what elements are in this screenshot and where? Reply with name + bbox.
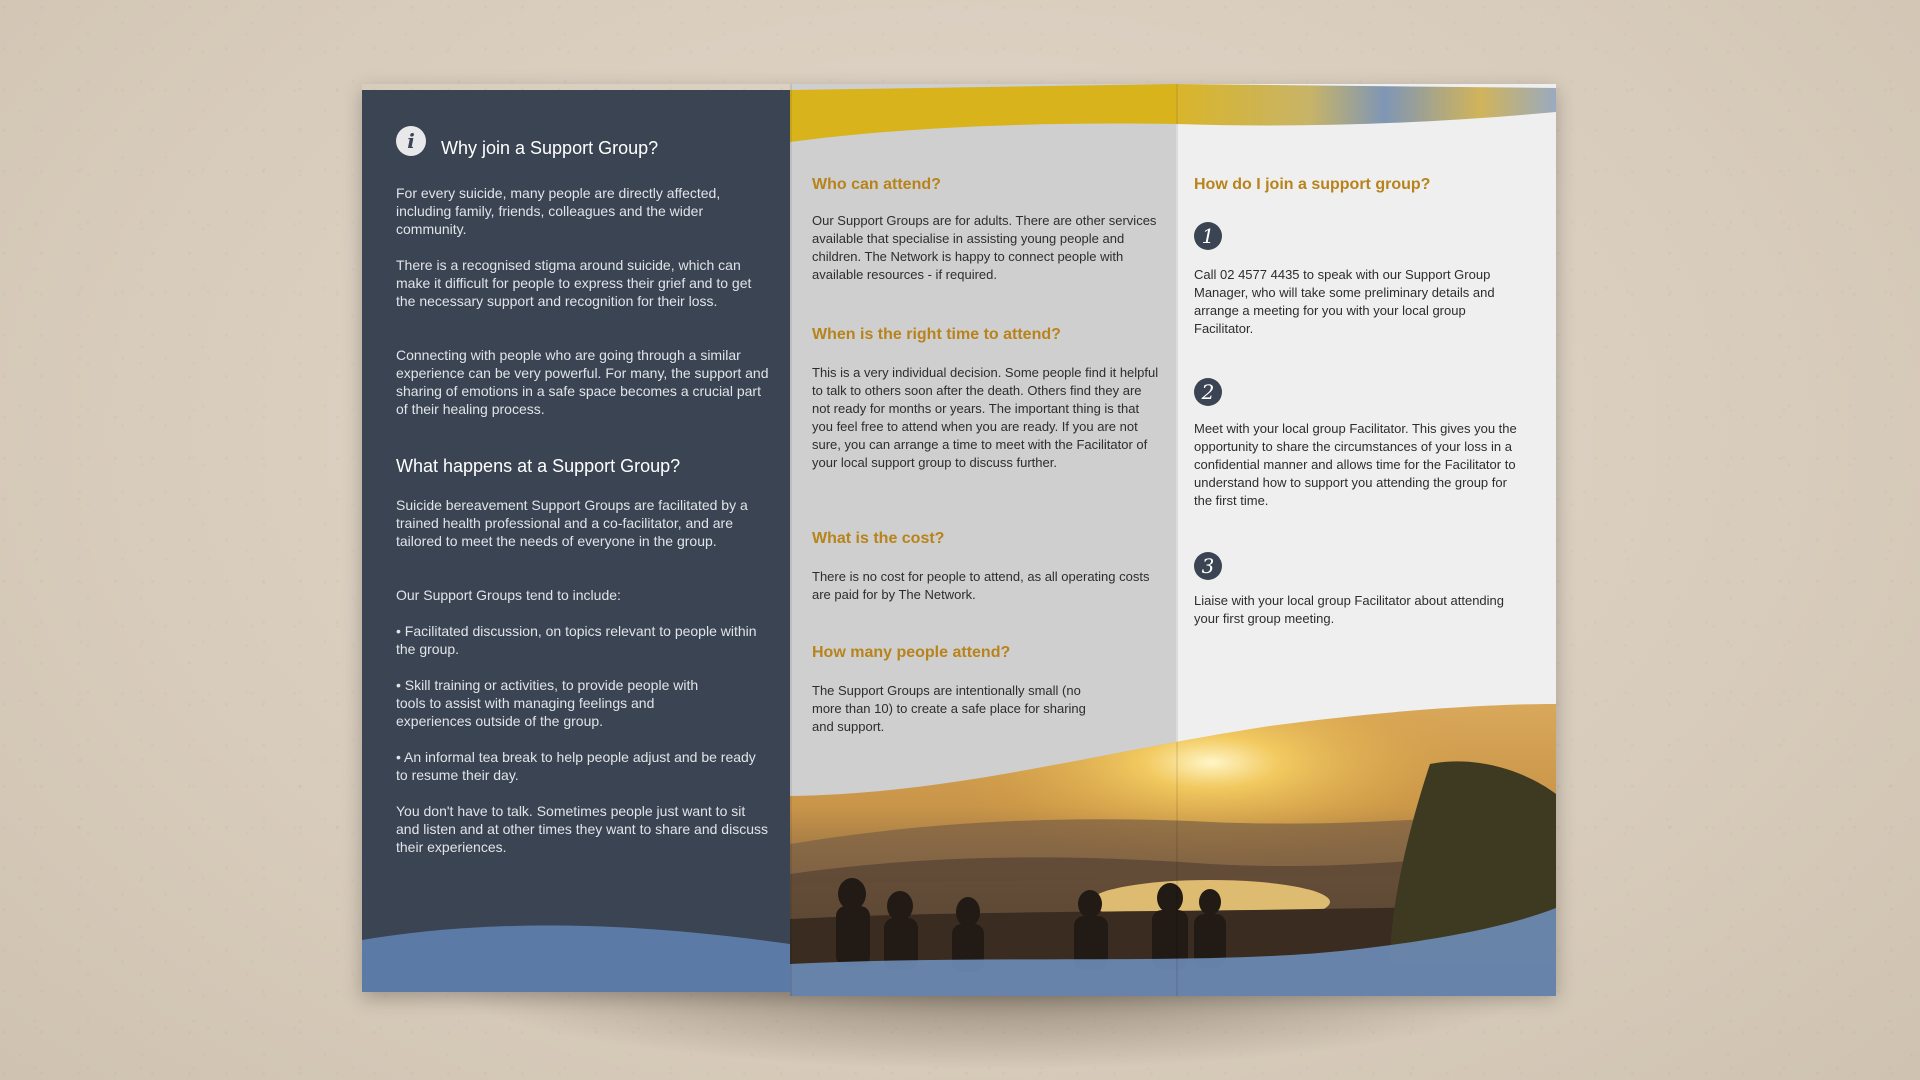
what-paragraph-2: Our Support Groups tend to include: bbox=[396, 587, 621, 603]
step-2-text: Meet with your local group Facilitator. This gives you the opportunity to share the circumstances of your loss in a confidential manner and allows time for the Facilitator to understand how to support you attending the group for the first time. bbox=[1194, 421, 1517, 508]
fold-line-left bbox=[790, 84, 792, 996]
bullet-skill-training: • Skill training or activities, to provide people with tools to assist with managing feelings and experiences outside of the group. bbox=[396, 677, 699, 729]
sunset-group-photo bbox=[790, 704, 1556, 996]
step-1-text: Call 02 4577 4435 to speak with our Support Group Manager, who will take some preliminary details and arrange a meeting for you with your local group Facilitator. bbox=[1194, 267, 1495, 336]
what-heading: What happens at a Support Group? bbox=[396, 456, 681, 476]
info-icon: i bbox=[396, 126, 426, 156]
step-3-number: 3 bbox=[1194, 552, 1222, 580]
top-yellow-blue-banner bbox=[1176, 84, 1556, 144]
join-heading: How do I join a support group? bbox=[1194, 176, 1431, 193]
what-paragraph-closing: You don't have to talk. Sometimes people just want to sit and listen and at other times they want to share and discuss their experiences. bbox=[396, 803, 768, 855]
trifold-brochure bbox=[362, 84, 1556, 992]
bottom-blue-wave bbox=[362, 912, 790, 992]
step-1-number: 1 bbox=[1194, 222, 1222, 250]
bullet-tea-break: • An informal tea break to help people adjust and be ready to resume their day. bbox=[396, 749, 756, 783]
step-3-text: Liaise with your local group Facilitator about attending your first group meeting. bbox=[1194, 593, 1505, 626]
section-body-when: This is a very individual decision. Some people find it helpful to talk to others soon after the death. Others find they are not ready for months or years. The important thing is that you feel free to attend when you are ready. If you are not sure, you can arrange a time to meet with the Facilitator of your local support group to discuss further. bbox=[812, 365, 1159, 470]
what-paragraph-1: Suicide bereavement Support Groups are facilitated by a trained health professional and a co-facilitator, and are tailored to meet the needs of everyone in the group. bbox=[396, 497, 748, 549]
why-paragraph-1: For every suicide, many people are directly affected, including family, friends, colleagues and the wider community. bbox=[396, 185, 721, 237]
section-body-who: Our Support Groups are for adults. There are other services available that specialise in assisting young people and children. The Network is happy to connect people with available resources - if required. bbox=[812, 213, 1157, 282]
section-body-cost: There is no cost for people to attend, as all operating costs are paid for by The Network. bbox=[812, 569, 1150, 602]
section-heading-when: When is the right time to attend? bbox=[812, 326, 1061, 343]
why-paragraph-2: There is a recognised stigma around suicide, which can make it difficult for people to express their grief and to get the necessary support and recognition for their loss. bbox=[396, 257, 752, 309]
left-panel bbox=[362, 90, 790, 992]
why-heading: Why join a Support Group? bbox=[441, 138, 659, 158]
bullet-discussion: • Facilitated discussion, on topics relevant to people within the group. bbox=[396, 623, 757, 657]
section-heading-who: Who can attend? bbox=[812, 176, 941, 193]
fold-line-right bbox=[1176, 84, 1178, 996]
section-heading-cost: What is the cost? bbox=[812, 530, 945, 547]
section-heading-how-many: How many people attend? bbox=[812, 644, 1011, 661]
section-body-how-many: The Support Groups are intentionally small (no more than 10) to create a safe place for sharing and support. bbox=[812, 683, 1086, 734]
why-paragraph-3: Connecting with people who are going through a similar experience can be very powerful. For many, the support and sharing of emotions in a safe space becomes a crucial part of their healing process. bbox=[396, 347, 769, 417]
top-yellow-banner bbox=[790, 84, 1176, 154]
step-2-number: 2 bbox=[1194, 378, 1222, 406]
